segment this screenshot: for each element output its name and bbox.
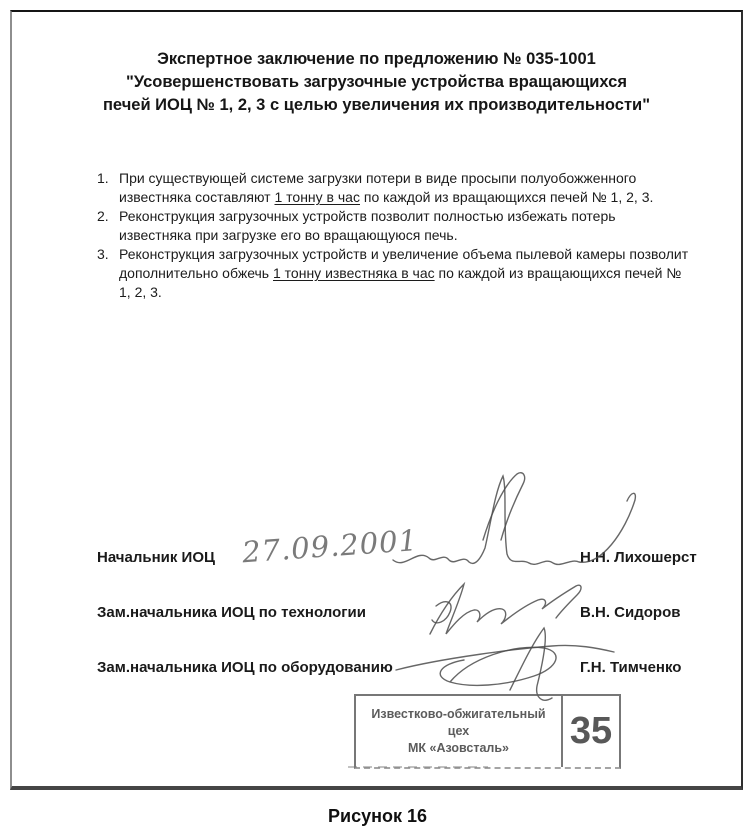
list-item — [97, 245, 689, 302]
signature-stroke — [510, 628, 552, 700]
role-label: Начальник ИОЦ — [97, 549, 215, 566]
signature-stroke — [393, 476, 635, 564]
list-item-number: 2. — [97, 208, 109, 224]
doc-title — [42, 48, 711, 117]
list-item-text-pre: Реконструкция загрузочных устройств и увеличение объема пылевой камеры позволит дополнительно обжечь — [119, 246, 689, 281]
stamp-company-line: МК «Азовсталь» — [407, 741, 509, 755]
list-item-text-post: по каждой из вращающихся печей № 1, 2, 3. — [359, 189, 654, 205]
list-item — [97, 169, 689, 207]
list-item-number: 3. — [97, 246, 109, 262]
role-label: Зам.начальника ИОЦ по оборудованию — [97, 659, 393, 676]
signature-lihosherst — [387, 470, 647, 580]
list-item-number: 1. — [97, 170, 109, 186]
scan-artifact — [348, 766, 488, 768]
signee-name: Н.Н. Лихошерст — [580, 549, 697, 566]
stamp-number: 35 — [561, 696, 619, 767]
stamp-org-line: Известково-обжигательный цех — [371, 707, 546, 738]
signee-name: В.Н. Сидоров — [580, 604, 681, 621]
findings-list — [97, 169, 689, 302]
list-item-underlined-phrase: 1 тонну в час — [274, 189, 360, 205]
list-item-text-pre: Реконструкция загрузочных устройств позволит полностью избежать потерь известняка при загрузке его во вращающуюся печь. — [119, 208, 616, 243]
list-item — [97, 207, 689, 245]
document-frame — [10, 10, 743, 790]
signature-row-deputy-technology — [97, 604, 717, 624]
doc-title-line-2: "Усовершенствовать загрузочные устройства вращающихся — [126, 73, 627, 91]
list-item-text-post: по каждой из вращающихся печей № 1, 2, 3. — [119, 265, 682, 300]
stamp — [354, 694, 621, 769]
list-item-text — [119, 245, 689, 302]
doc-title-line-1: Экспертное заключение по предложению № 035-1001 — [157, 50, 596, 68]
figure-caption: Рисунок 16 — [328, 806, 427, 826]
list-item-underlined-phrase: 1 тонну известняка в час — [273, 265, 435, 281]
list-item-text — [119, 207, 689, 245]
signee-name: Г.Н. Тимченко — [580, 659, 682, 676]
role-label: Зам.начальника ИОЦ по технологии — [97, 604, 366, 621]
doc-title-line-3: печей ИОЦ № 1, 2, 3 с целью увеличения их производительности" — [102, 96, 651, 114]
list-item-text-pre: При существующей системе загрузки потери в виде просыпи полуобожженного известняка составляют — [119, 170, 637, 205]
handwritten-date-text: 27.09.2001 — [241, 523, 420, 570]
list-item-text — [119, 169, 689, 207]
signature-stroke — [396, 645, 614, 670]
stamp-text — [356, 696, 561, 767]
